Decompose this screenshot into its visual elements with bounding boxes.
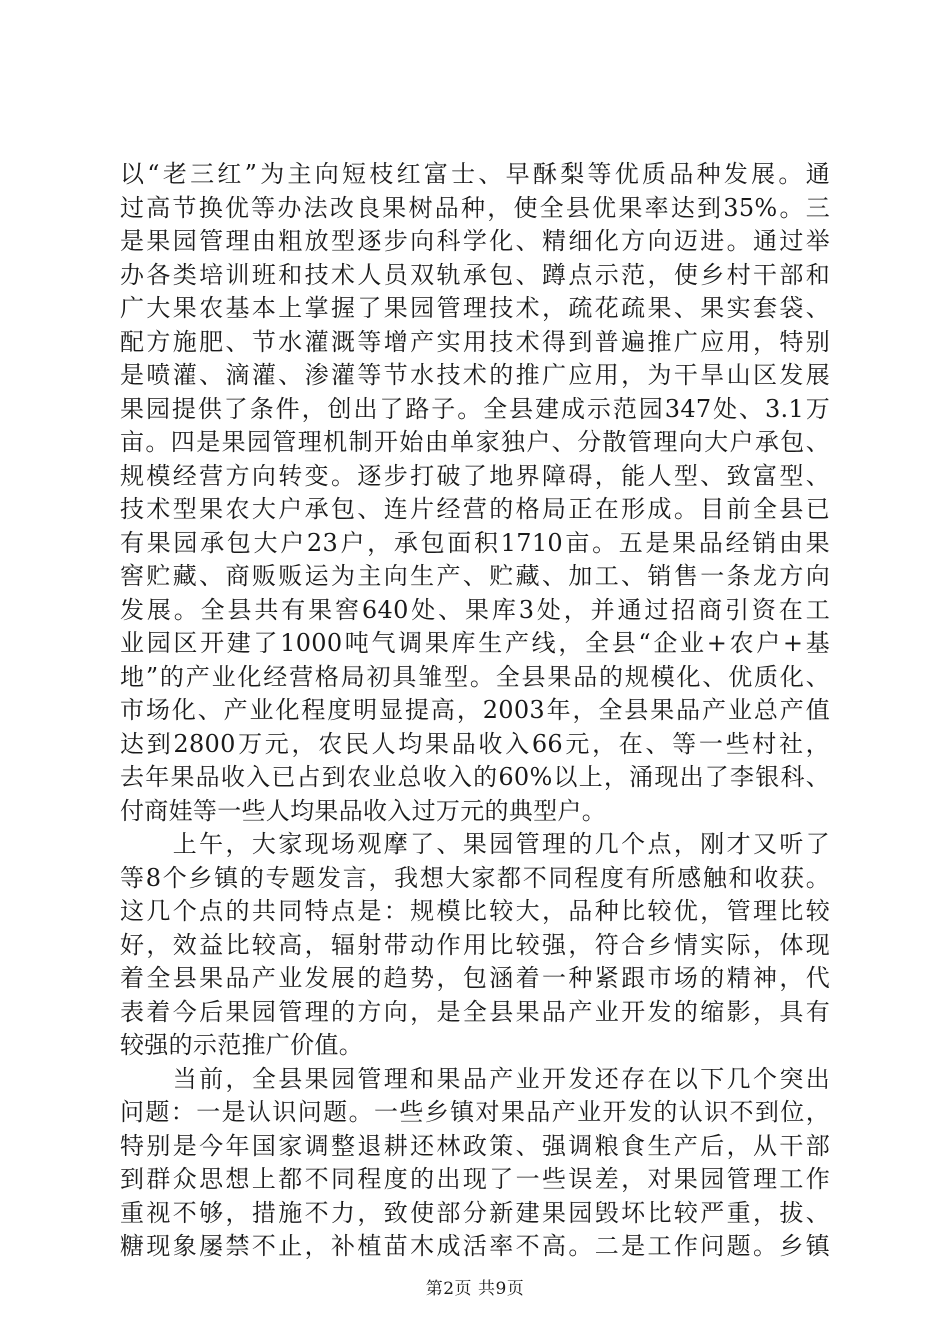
text-line: 好，效益比较高，辐射带动作用比较强，符合乡情实际，体现 xyxy=(120,930,830,959)
text-line: 市场化、产业化程度明显提高，2003年，全县果品产业总产值 xyxy=(120,696,830,724)
text-line: 有果园承包大户23户，承包面积1710亩。五是果品经销由果 xyxy=(120,528,830,557)
text-line: 过高节换优等办法改良果树品种，使全县优果率达到35%。三 xyxy=(120,193,830,222)
text-line: 重视不够，措施不力，致使部分新建果园毁坏比较严重，拔、 xyxy=(120,1198,830,1227)
text-line: 当前，全县果园管理和果品产业开发还存在以下几个突出 xyxy=(120,1064,830,1093)
page-number-footer: 第2页 共9页 xyxy=(425,1279,525,1299)
text-line: 配方施肥、节水灌溉等增产实用技术得到普遍推广应用，特别 xyxy=(120,327,830,356)
text-line: 广大果农基本上掌握了果园管理技术，疏花疏果、果实套袋、 xyxy=(120,294,830,322)
text-line: 业园区开建了1000吨气调果库生产线，全县“企业+农户+基 xyxy=(120,629,830,657)
text-line: 着全县果品产业发展的趋势，包涵着一种紧跟市场的精神，代 xyxy=(120,964,830,992)
text-line: 付商娃等一些人均果品收入过万元的典型户。 xyxy=(120,796,606,825)
text-line: 以“老三红”为主向短枝红富士、早酥梨等优质品种发展。通 xyxy=(120,160,830,188)
text-line: 办各类培训班和技术人员双轨承包、蹲点示范，使乡村干部和 xyxy=(120,260,830,289)
body-text xyxy=(120,158,830,1264)
text-line: 规模经营方向转变。逐步打破了地界障碍，能人型、致富型、 xyxy=(120,461,830,490)
text-line: 这几个点的共同特点是：规模比较大，品种比较优，管理比较 xyxy=(120,897,830,925)
text-line: 糖现象屡禁不止，补植苗木成活率不高。二是工作问题。乡镇 xyxy=(120,1232,830,1260)
text-line: 亩。四是果园管理机制开始由单家独户、分散管理向大户承包、 xyxy=(120,428,830,456)
text-line: 特别是今年国家调整退耕还林政策、强调粮食生产后，从干部 xyxy=(120,1131,830,1160)
text-line: 表着今后果园管理的方向，是全县果品产业开发的缩影，具有 xyxy=(120,997,830,1026)
text-line: 问题：一是认识问题。一些乡镇对果品产业开发的认识不到位， xyxy=(120,1098,830,1126)
text-line: 到群众思想上都不同程度的出现了一些误差，对果园管理工作 xyxy=(120,1165,830,1193)
text-line: 较强的示范推广价值。 xyxy=(120,1031,363,1059)
text-line: 达到2800万元，农民人均果品收入66元，在、等一些村社， xyxy=(120,729,830,758)
text-line: 果园提供了条件，创出了路子。全县建成示范园347处、3.1万 xyxy=(120,394,830,423)
text-line: 等8个乡镇的专题发言，我想大家都不同程度有所感触和收获。 xyxy=(120,863,830,892)
text-line: 发展。全县共有果窖640处、果库3处，并通过招商引资在工 xyxy=(120,595,830,624)
text-line: 地”的产业化经营格局初具雏型。全县果品的规模化、优质化、 xyxy=(120,662,830,691)
text-line: 技术型果农大户承包、连片经营的格局正在形成。目前全县已 xyxy=(120,495,830,523)
text-line: 是喷灌、滴灌、渗灌等节水技术的推广应用，为干旱山区发展 xyxy=(120,361,830,389)
text-line: 窖贮藏、商贩贩运为主向生产、贮藏、加工、销售一条龙方向 xyxy=(120,562,830,590)
text-line: 是果园管理由粗放型逐步向科学化、精细化方向迈进。通过举 xyxy=(120,227,830,255)
text-line: 上午，大家现场观摩了、果园管理的几个点，刚才又听了 xyxy=(120,830,830,858)
text-line: 去年果品收入已占到农业总收入的60%以上，涌现出了李银科、 xyxy=(120,763,830,791)
